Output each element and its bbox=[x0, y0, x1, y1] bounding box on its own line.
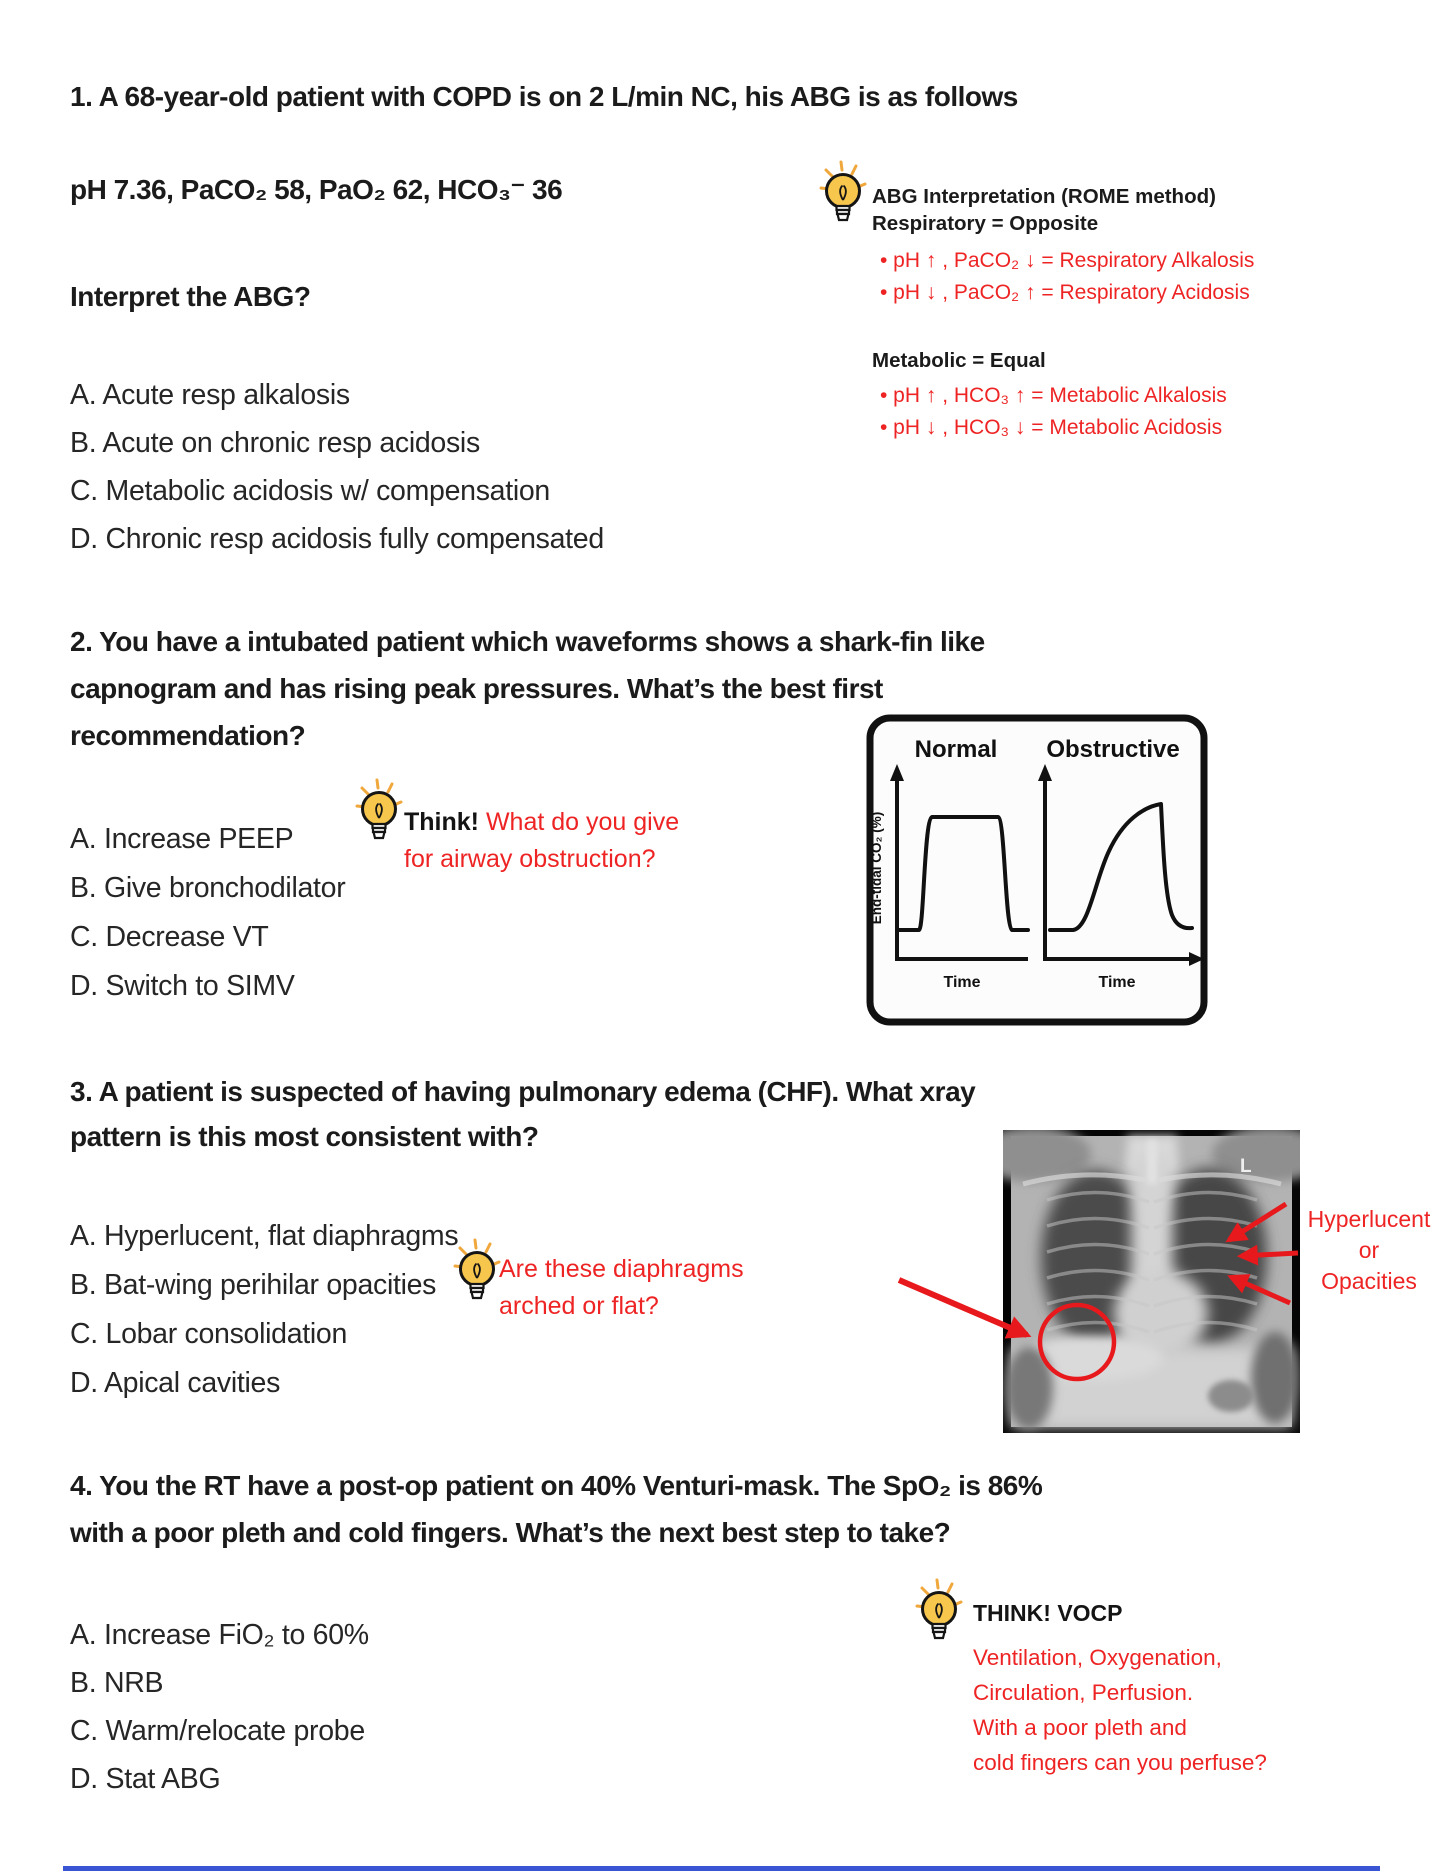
respiratory-rule: • pH ↑ , PaCO₂ ↓ = Respiratory Alkalosis bbox=[880, 249, 1255, 272]
right-time-label: Time bbox=[1098, 974, 1136, 991]
q2-title bbox=[70, 618, 985, 759]
think-label: Think! bbox=[404, 808, 479, 836]
q3-option-a: A. Hyperlucent, flat diaphragms bbox=[70, 1220, 459, 1252]
q3-option-b: B. Bat-wing perihilar opacities bbox=[70, 1269, 437, 1301]
q4-title bbox=[70, 1462, 1042, 1556]
lightbulb-icon bbox=[450, 1236, 504, 1308]
lightbulb-icon bbox=[912, 1576, 966, 1648]
q2-option-b: B. Give bronchodilator bbox=[70, 872, 346, 904]
abg-rome-note bbox=[872, 183, 1254, 444]
capnogram-obstructive-label: Obstructive bbox=[1046, 736, 1180, 763]
chest-xray-image bbox=[1003, 1130, 1300, 1433]
q2-title-line: recommendation? bbox=[70, 720, 306, 751]
lightbulb-glyph bbox=[816, 158, 870, 230]
q2-option-c: C. Decrease VT bbox=[70, 921, 269, 953]
q1-options bbox=[70, 371, 604, 563]
lightbulb-glyph bbox=[450, 1236, 504, 1308]
q2-title-line: 2. You have a intubated patient which waveforms shows a shark-fin like bbox=[70, 626, 985, 657]
hyperlucent-label bbox=[1296, 1204, 1442, 1297]
q3-option-d: D. Apical cavities bbox=[70, 1367, 281, 1399]
vocp-line: With a poor pleth and bbox=[973, 1715, 1187, 1740]
q3-title-line: 3. A patient is suspected of having pulmonary edema (CHF). What xray bbox=[70, 1076, 976, 1107]
q4-options bbox=[70, 1611, 369, 1803]
q4-option-a: A. Increase FiO₂ to 60% bbox=[70, 1619, 369, 1651]
q2-option-d: D. Switch to SIMV bbox=[70, 970, 295, 1002]
xray-left-marker: L bbox=[1240, 1156, 1252, 1177]
gastric-bubble bbox=[1208, 1380, 1254, 1412]
lightbulb-glyph bbox=[912, 1576, 966, 1648]
etco2-axis-label: End-tidal CO₂ (%) bbox=[869, 811, 884, 925]
lightbulb-glyph bbox=[352, 776, 406, 848]
respiratory-rule: • pH ↓ , PaCO₂ ↑ = Respiratory Acidosis bbox=[880, 281, 1250, 304]
q4-option-d: D. Stat ABG bbox=[70, 1763, 221, 1795]
q3-option-c: C. Lobar consolidation bbox=[70, 1318, 347, 1350]
vocp-line: Ventilation, Oxygenation, bbox=[973, 1645, 1222, 1670]
think-note-q3 bbox=[499, 1251, 744, 1325]
hyperlucent-label-line: Opacities bbox=[1321, 1268, 1417, 1294]
left-time-label: Time bbox=[943, 974, 981, 991]
q1-title: 1. A 68-year-old patient with COPD is on 2 L/min NC, his ABG is as follows bbox=[70, 81, 1018, 112]
q4-title-line: 4. You the RT have a post-op patient on 40% Venturi-mask. The SpO₂ is 86% bbox=[70, 1470, 1043, 1501]
think-red-text: What do you give bbox=[485, 808, 680, 836]
q1-option-d: D. Chronic resp acidosis fully compensated bbox=[70, 523, 604, 555]
think-red-text: for airway obstruction? bbox=[404, 845, 656, 873]
hyperlucent-label-line: Hyperlucent bbox=[1307, 1206, 1431, 1232]
q1-option-b: B. Acute on chronic resp acidosis bbox=[70, 427, 480, 459]
abg-note-title: ABG Interpretation (ROME method) bbox=[872, 185, 1216, 208]
think-vocp-label: THINK! VOCP bbox=[973, 1600, 1123, 1626]
q4-option-b: B. NRB bbox=[70, 1667, 164, 1699]
q1-abg-values: pH 7.36, PaCO₂ 58, PaO₂ 62, HCO₃⁻ 36 bbox=[70, 174, 563, 205]
think-red-text: Are these diaphragms bbox=[499, 1255, 744, 1283]
q2-options bbox=[70, 815, 345, 1011]
diaphragm-annotation-arrow bbox=[893, 1272, 1043, 1347]
lightbulb-icon bbox=[352, 776, 406, 848]
metabolic-rule: • pH ↓ , HCO₃ ↓ = Metabolic Acidosis bbox=[880, 416, 1223, 439]
think-vocp-red-text bbox=[973, 1640, 1267, 1780]
think-red-text: arched or flat? bbox=[499, 1292, 659, 1320]
capnogram-frame bbox=[870, 718, 1204, 1022]
q4-title-line: with a poor pleth and cold fingers. What’s the next best step to take? bbox=[70, 1517, 951, 1548]
lightbulb-icon bbox=[816, 158, 870, 230]
q4-option-c: C. Warm/relocate probe bbox=[70, 1715, 365, 1747]
abg-note-respiratory-heading: Respiratory = Opposite bbox=[872, 212, 1099, 235]
vocp-line: cold fingers can you perfuse? bbox=[973, 1750, 1267, 1775]
q3-title bbox=[70, 1069, 975, 1159]
q1-option-c: C. Metabolic acidosis w/ compensation bbox=[70, 475, 550, 507]
capnogram-diagram bbox=[866, 714, 1208, 1026]
think-note-q4 bbox=[973, 1600, 1267, 1780]
q1-prompt: Interpret the ABG? bbox=[70, 281, 311, 312]
abg-note-metabolic-rules bbox=[872, 380, 1254, 444]
q3-title-line: pattern is this most consistent with? bbox=[70, 1121, 539, 1152]
q1-option-a: A. Acute resp alkalosis bbox=[70, 379, 350, 411]
footer-accent-bar bbox=[63, 1866, 1380, 1871]
q2-option-a: A. Increase PEEP bbox=[70, 823, 294, 855]
q2-title-line: capnogram and has rising peak pressures. What’s the best first bbox=[70, 673, 883, 704]
capnogram-normal-label: Normal bbox=[914, 736, 998, 763]
think-note-q2 bbox=[404, 804, 679, 878]
metabolic-rule: • pH ↑ , HCO₃ ↑ = Metabolic Alkalosis bbox=[880, 384, 1227, 407]
vocp-line: Circulation, Perfusion. bbox=[973, 1680, 1194, 1705]
think-note-line bbox=[404, 804, 679, 841]
q3-options bbox=[70, 1212, 458, 1408]
hyperlucent-label-line: or bbox=[1358, 1237, 1380, 1263]
abg-note-respiratory-rules bbox=[872, 245, 1254, 309]
abg-note-metabolic-heading: Metabolic = Equal bbox=[872, 349, 1046, 372]
